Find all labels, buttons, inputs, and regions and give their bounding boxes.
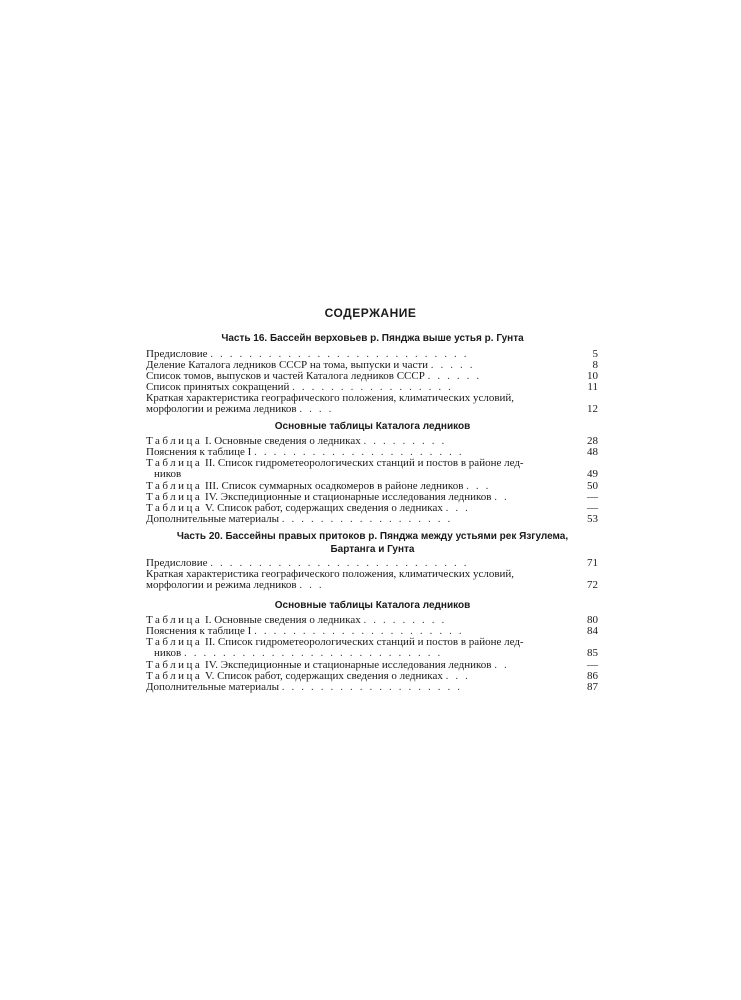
- page-number: 71: [587, 557, 598, 569]
- section-subheading: Основные таблицы Каталога ледников: [274, 600, 471, 611]
- toc-entry: [146, 458, 598, 480]
- page-number: 11: [587, 381, 598, 393]
- toc-entry: Краткая характеристика географического положения, климатических условий, морфологии и режима ледников ... 72: [146, 568, 598, 591]
- page-number: 48: [587, 446, 598, 458]
- toc-entry: Таблица IV. Экспедиционные и стационарные исследования ледников .. —: [146, 491, 598, 503]
- entry-label: V. Список работ, содержащих сведения о ледниках: [205, 502, 443, 514]
- entry-label: Дополнительные материалы: [146, 513, 280, 525]
- toc-entry: Таблица IV. Экспедиционные и стационарные исследования ледников .. —: [146, 659, 598, 671]
- toc-entry: Предисловие ........................... 5: [146, 348, 598, 360]
- table-prefix: Таблица: [146, 636, 203, 648]
- page-number: —: [587, 659, 598, 671]
- toc-entry: Дополнительные материалы ................... 87: [146, 681, 598, 693]
- entry-label: IV. Экспедиционные и стационарные исследования ледников: [205, 659, 492, 671]
- entry-label: Краткая характеристика географического положения, климатических условий,: [146, 392, 515, 404]
- part20-heading-line1: Часть 20. Бассейны правых притоков р. Пянджа между устьями рек Язгулема,: [176, 531, 569, 542]
- entry-label: Пояснения к таблице I: [146, 446, 252, 458]
- page-number: 8: [592, 359, 598, 371]
- entry-label: Деление Каталога ледников СССР на тома, выпуски и части: [146, 359, 429, 371]
- section-subheading: Основные таблицы Каталога ледников: [274, 421, 471, 432]
- page-title: СОДЕРЖАНИЕ: [324, 306, 417, 320]
- page-number: 87: [587, 681, 598, 693]
- table-prefix: Таблица: [146, 502, 203, 514]
- part16-heading: Часть 16. Бассейн верховьев р. Пянджа выше устья р. Гунта: [221, 333, 524, 344]
- part20-heading: [145, 530, 600, 556]
- toc-entry: Краткая характеристика географического положения, климатических условий, морфологии и режима ледников .... 12: [146, 392, 598, 415]
- page-number: 12: [587, 403, 598, 415]
- page-number: 84: [587, 625, 598, 637]
- toc-entry: Таблица I. Основные сведения о ледниках ......... 80: [146, 614, 598, 626]
- toc-entry: Таблица V. Список работ, содержащих сведения о ледниках ... 86: [146, 670, 598, 682]
- toc-entry: Дополнительные материалы .................. 53: [146, 513, 598, 525]
- page-number: 86: [587, 670, 598, 682]
- entry-label: I. Основные сведения о ледниках: [205, 435, 361, 447]
- entry-label-continued: морфологии и режима ледников: [146, 579, 297, 591]
- page-number: 80: [587, 614, 598, 626]
- page-number: 49: [587, 468, 598, 480]
- toc-entry: Таблица II. Список гидрометеорологических станций и постов в районе лед- ников ........................... 85: [146, 636, 598, 659]
- toc-entry: Список принятых сокращений ................. 11: [146, 381, 598, 393]
- page-number: 50: [587, 480, 598, 492]
- entry-label: Пояснения к таблице I: [146, 625, 252, 637]
- entry-label: Краткая характеристика географического положения, климатических условий,: [146, 568, 515, 580]
- table-prefix: Таблица: [146, 659, 203, 671]
- table-prefix: Таблица: [146, 480, 203, 492]
- page-number: 10: [587, 370, 598, 382]
- toc-entry: Предисловие ........................... 71: [146, 557, 598, 569]
- page-number: —: [587, 491, 598, 503]
- page-number: 53: [587, 513, 598, 525]
- table-prefix: Таблица: [146, 670, 203, 682]
- entry-label: Предисловие: [146, 557, 208, 569]
- toc-entry: Пояснения к таблице I ...................... 48: [146, 446, 598, 458]
- toc-entry: Таблица I. Основные сведения о ледниках ......... 28: [146, 435, 598, 447]
- page-number: 5: [592, 348, 598, 360]
- entry-label: III. Список суммарных осадкомеров в районе ледников: [205, 480, 464, 492]
- table-prefix: Таблица: [146, 491, 203, 503]
- table-prefix: Таблица: [146, 435, 203, 447]
- entry-label-continued: морфологии и режима ледников: [146, 403, 297, 415]
- table-prefix: Таблица: [146, 614, 203, 626]
- table-prefix: Таблица: [146, 457, 203, 469]
- entry-label: Список томов, выпусков и частей Каталога ледников СССР: [146, 370, 425, 382]
- toc-entry: Таблица V. Список работ, содержащих сведения о ледниках ... —: [146, 502, 598, 514]
- entry-label: Предисловие: [146, 348, 208, 360]
- page-number: 72: [587, 579, 598, 591]
- entry-label: Список принятых сокращений: [146, 381, 290, 393]
- entry-label: II. Список гидрометеорологических станций и постов в районе лед-: [205, 636, 524, 648]
- entry-label: I. Основные сведения о ледниках: [205, 614, 361, 626]
- entry-label-continued: ников: [154, 647, 182, 659]
- entry-label: Дополнительные материалы: [146, 681, 280, 693]
- part20-heading-line2: Бартанга и Гунта: [330, 544, 415, 555]
- toc-entry: Пояснения к таблице I ...................... 84: [146, 625, 598, 637]
- page-number: —: [587, 502, 598, 514]
- page-number: 85: [587, 647, 598, 659]
- entry-label: IV. Экспедиционные и стационарные исследования ледников: [205, 491, 492, 503]
- entry-label-continued: ников: [154, 468, 182, 480]
- toc-entry: Деление Каталога ледников СССР на тома, выпуски и части ..... 8: [146, 359, 598, 371]
- entry-label: V. Список работ, содержащих сведения о ледниках: [205, 670, 443, 682]
- page-number: 28: [587, 435, 598, 447]
- toc-entry: Список томов, выпусков и частей Каталога ледников СССР ...... 10: [146, 370, 598, 382]
- entry-label: II. Список гидрометеорологических станций и постов в районе лед-: [205, 457, 524, 469]
- toc-entry: Таблица III. Список суммарных осадкомеров в районе ледников ... 50: [146, 480, 598, 492]
